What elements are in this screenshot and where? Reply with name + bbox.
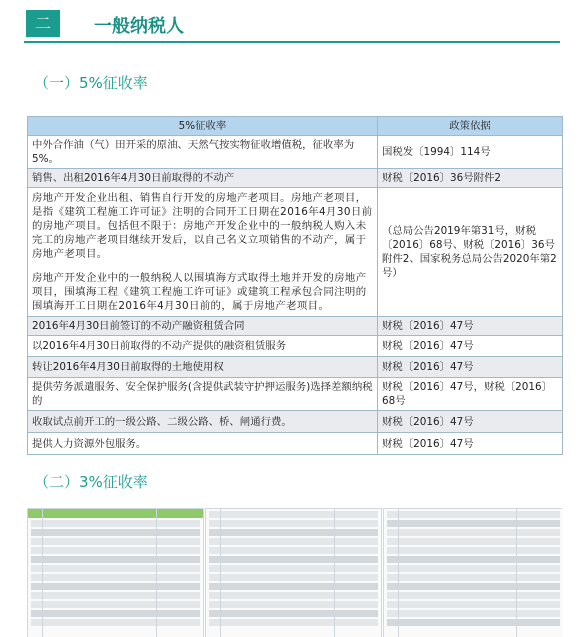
table-row — [28, 357, 563, 378]
rate-5pct-table — [27, 116, 563, 455]
row-item: 销售、出租2016年4月30日前取得的不动产 — [28, 169, 378, 188]
table-row — [28, 188, 563, 317]
row-item — [28, 188, 378, 317]
row-basis: 财税〔2016〕47号 — [378, 411, 563, 433]
section-header — [24, 6, 560, 40]
row-item-part1: 房地产开发企业出租、销售自行开发的房地产老项目。房地产老项目，是指《建筑工程施工许可证》注明的合同开工日期在2016年4月30日前的房地产项目。包括但不限于：房地产开发企业中的一般纳税人购入未完工的房地产老项目继续开发后，以自己名义立项销售的不动产，属于房地产老项目。 — [32, 192, 373, 260]
header-basis: 政策依据 — [378, 117, 563, 136]
row-basis: 财税〔2016〕47号，财税〔2016〕68号 — [378, 378, 563, 411]
row-item-part2: 房地产开发企业中的一般纳税人以围填海方式取得土地并开发的房地产项目，围填海工程《建筑工程施工许可证》或建筑工程承包合同注明的围填海开工日期在2016年4月30日前的，属于房地产老项目。 — [32, 272, 367, 312]
row-basis: 财税〔2016〕36号附件2 — [378, 169, 563, 188]
section-title: 一般纳税人 — [94, 16, 184, 37]
header-divider — [24, 41, 560, 43]
table-row — [28, 136, 563, 169]
table-image-2 — [205, 508, 382, 637]
row-item: 提供人力资源外包服务。 — [28, 433, 378, 455]
row-item: 收取试点前开工的一级公路、二级公路、桥、闸通行费。 — [28, 411, 378, 433]
table-row — [28, 411, 563, 433]
subsection-title-5pct: （一）5%征收率 — [34, 74, 148, 92]
row-basis: 财税〔2016〕47号 — [378, 317, 563, 336]
row-item: 中外合作油（气）田开采的原油、天然气按实物征收增值税，征收率为5%。 — [28, 136, 378, 169]
table-image-3 — [383, 508, 562, 637]
row-item: 提供劳务派遣服务、安全保护服务(含提供武装守护押运服务)选择差额纳税的 — [28, 378, 378, 411]
row-item: 2016年4月30日前签订的不动产融资租赁合同 — [28, 317, 378, 336]
header-rate: 5%征收率 — [28, 117, 378, 136]
subsection-title-3pct: （二）3%征收率 — [34, 473, 148, 491]
section-number-badge: 二 — [26, 10, 60, 37]
table-row — [28, 317, 563, 336]
rate-3pct-table-images — [27, 508, 562, 637]
table-image-1 — [27, 508, 204, 637]
row-basis: 财税〔2016〕47号 — [378, 357, 563, 378]
row-item: 以2016年4月30日前取得的不动产提供的融资租赁服务 — [28, 336, 378, 357]
table-row — [28, 378, 563, 411]
row-basis: 财税〔2016〕47号 — [378, 336, 563, 357]
row-basis: （总局公告2019年第31号，财税〔2016〕68号、财税〔2016〕36号附件2、国家税务总局公告2020年第2号） — [378, 188, 563, 317]
table-row — [28, 336, 563, 357]
table-row — [28, 169, 563, 188]
table-row — [28, 433, 563, 455]
row-basis: 国税发〔1994〕114号 — [378, 136, 563, 169]
table-header-row — [28, 117, 563, 136]
row-basis: 财税〔2016〕47号 — [378, 433, 563, 455]
row-item: 转让2016年4月30日前取得的土地使用权 — [28, 357, 378, 378]
